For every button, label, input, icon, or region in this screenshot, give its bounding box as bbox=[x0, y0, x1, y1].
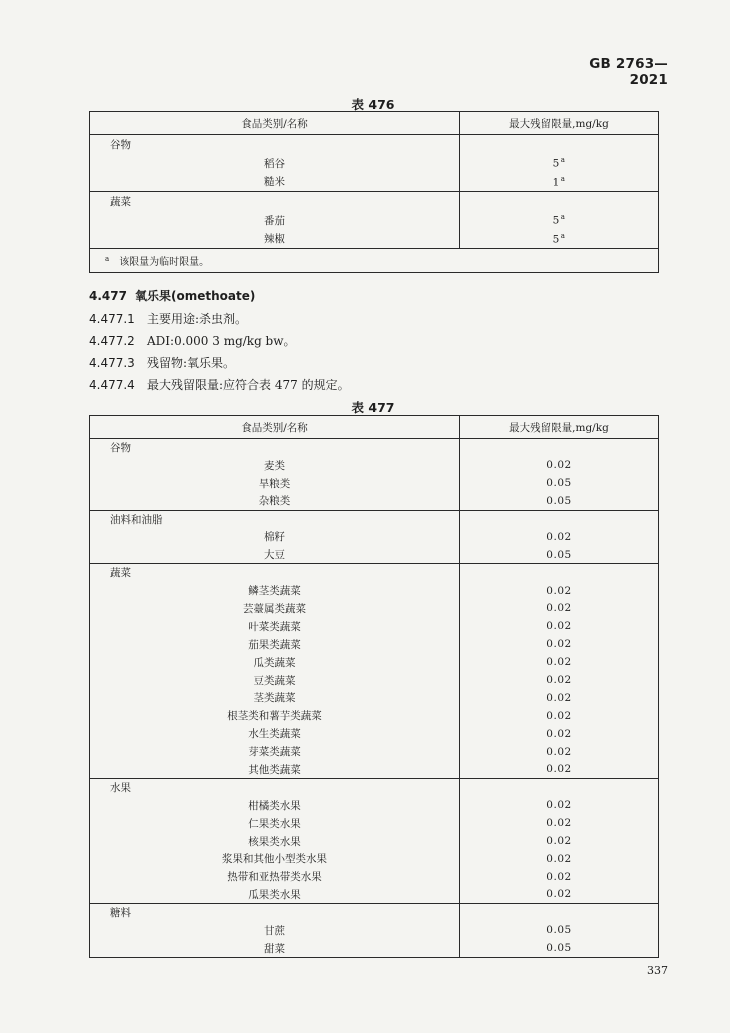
food-name: 茎类蔬菜 bbox=[90, 689, 460, 707]
mrl-value-cell bbox=[460, 689, 659, 707]
column-header-food-category: 食品类别/名称 bbox=[90, 112, 460, 135]
mrl-value-cell bbox=[460, 635, 659, 653]
mrl-value-cell bbox=[460, 832, 659, 850]
mrl-value: 0.02 bbox=[546, 674, 572, 687]
mrl-value: 0.02 bbox=[546, 638, 572, 651]
table-row bbox=[90, 725, 659, 743]
category-name: 水果 bbox=[90, 778, 460, 796]
table-row bbox=[90, 154, 659, 173]
footnote-marker: a bbox=[560, 175, 566, 183]
mrl-value: 0.05 bbox=[546, 942, 572, 955]
table-row bbox=[90, 707, 659, 725]
footnote-marker: a bbox=[105, 254, 110, 263]
column-header-food-category: 食品类别/名称 bbox=[90, 416, 460, 439]
mrl-value: 0.02 bbox=[546, 727, 572, 740]
table-477-title: 表 477 bbox=[351, 400, 395, 415]
mrl-value-cell bbox=[460, 528, 659, 546]
category-value-cell bbox=[460, 135, 659, 154]
mrl-value: 0.02 bbox=[546, 530, 572, 543]
category-value-cell bbox=[460, 510, 659, 528]
clause-text: 残留物:氧乐果。 bbox=[147, 356, 236, 370]
table-row bbox=[90, 886, 659, 904]
mrl-value-cell bbox=[460, 492, 659, 510]
mrl-value: 0.02 bbox=[546, 656, 572, 669]
food-name: 甘蔗 bbox=[90, 922, 460, 940]
food-name: 糙米 bbox=[90, 173, 460, 192]
food-name: 麦类 bbox=[90, 456, 460, 474]
table-row bbox=[90, 211, 659, 230]
clause-number: 4.477.3 bbox=[89, 356, 135, 370]
table-row bbox=[90, 868, 659, 886]
mrl-value: 0.05 bbox=[546, 477, 572, 490]
mrl-value-cell bbox=[460, 671, 659, 689]
section-heading-text: 氧乐果(omethoate) bbox=[135, 289, 256, 303]
category-name: 油料和油脂 bbox=[90, 510, 460, 528]
mrl-value: 0.02 bbox=[546, 852, 572, 865]
mrl-value: 5 bbox=[552, 157, 560, 170]
mrl-value: 0.02 bbox=[546, 888, 572, 901]
mrl-value-cell bbox=[460, 154, 659, 173]
mrl-value: 0.02 bbox=[546, 817, 572, 830]
mrl-value-cell bbox=[460, 814, 659, 832]
mrl-value-cell bbox=[460, 546, 659, 564]
category-value-cell bbox=[460, 439, 659, 457]
category-value-cell bbox=[460, 778, 659, 796]
category-name: 谷物 bbox=[90, 135, 460, 154]
mrl-value: 0.02 bbox=[546, 763, 572, 776]
mrl-value: 5 bbox=[552, 214, 560, 227]
category-row bbox=[90, 778, 659, 796]
food-name: 芽菜类蔬菜 bbox=[90, 743, 460, 761]
table-476-header-row bbox=[90, 112, 659, 135]
column-header-mrl: 最大残留限量,mg/kg bbox=[460, 416, 659, 439]
table-row bbox=[90, 474, 659, 492]
clause-text: ADI:0.000 3 mg/kg bw。 bbox=[147, 334, 296, 348]
mrl-value: 0.02 bbox=[546, 691, 572, 704]
table-476-title: 表 476 bbox=[351, 97, 395, 112]
mrl-value-cell bbox=[460, 617, 659, 635]
food-name: 稻谷 bbox=[90, 154, 460, 173]
category-value-cell bbox=[460, 904, 659, 922]
category-row bbox=[90, 564, 659, 582]
clause-text: 最大残留限量:应符合表 477 的规定。 bbox=[147, 378, 350, 392]
mrl-value-cell bbox=[460, 886, 659, 904]
category-row bbox=[90, 192, 659, 211]
mrl-value: 0.02 bbox=[546, 602, 572, 615]
clause bbox=[89, 376, 350, 393]
section-heading-number: 4.477 bbox=[89, 289, 127, 303]
mrl-value-cell bbox=[460, 922, 659, 940]
mrl-value: 0.02 bbox=[546, 745, 572, 758]
food-name: 叶菜类蔬菜 bbox=[90, 617, 460, 635]
table-row bbox=[90, 528, 659, 546]
category-row bbox=[90, 439, 659, 457]
food-name: 棉籽 bbox=[90, 528, 460, 546]
table-row bbox=[90, 761, 659, 779]
table-row bbox=[90, 617, 659, 635]
food-name: 大豆 bbox=[90, 546, 460, 564]
table-row bbox=[90, 582, 659, 600]
footnote-marker: a bbox=[560, 213, 566, 222]
table-row bbox=[90, 546, 659, 564]
food-name: 旱粮类 bbox=[90, 474, 460, 492]
clause-number: 4.477.2 bbox=[89, 334, 135, 348]
column-header-mrl: 最大残留限量,mg/kg bbox=[460, 112, 659, 135]
food-name: 柑橘类水果 bbox=[90, 796, 460, 814]
clause bbox=[89, 354, 235, 371]
food-name: 番茄 bbox=[90, 211, 460, 230]
mrl-value: 0.02 bbox=[546, 620, 572, 633]
food-name: 热带和亚热带类水果 bbox=[90, 868, 460, 886]
category-name: 谷物 bbox=[90, 439, 460, 457]
food-name: 鳞茎类蔬菜 bbox=[90, 582, 460, 600]
mrl-value: 0.02 bbox=[546, 799, 572, 812]
food-name: 豆类蔬菜 bbox=[90, 671, 460, 689]
category-value-cell bbox=[460, 564, 659, 582]
food-name: 水生类蔬菜 bbox=[90, 725, 460, 743]
table-row bbox=[90, 796, 659, 814]
mrl-value-cell bbox=[460, 761, 659, 779]
category-name: 蔬菜 bbox=[90, 192, 460, 211]
table-row bbox=[90, 492, 659, 510]
table-row bbox=[90, 230, 659, 249]
table-row bbox=[90, 922, 659, 940]
food-name: 根茎类和薯芋类蔬菜 bbox=[90, 707, 460, 725]
table-row bbox=[90, 173, 659, 192]
category-row bbox=[90, 135, 659, 154]
mrl-value-cell bbox=[460, 725, 659, 743]
table-477-header-row bbox=[90, 416, 659, 439]
table-row bbox=[90, 850, 659, 868]
mrl-value: 0.02 bbox=[546, 870, 572, 883]
mrl-value-cell bbox=[460, 456, 659, 474]
table-row bbox=[90, 814, 659, 832]
footnote bbox=[90, 249, 659, 273]
food-name: 芸薹属类蔬菜 bbox=[90, 600, 460, 618]
standard-number: GB 2763—2021 bbox=[589, 56, 668, 88]
mrl-value: 0.02 bbox=[546, 459, 572, 472]
table-row bbox=[90, 743, 659, 761]
mrl-value-cell bbox=[460, 582, 659, 600]
clause-text: 主要用途:杀虫剂。 bbox=[147, 312, 248, 326]
mrl-value: 0.05 bbox=[546, 548, 572, 561]
footnote-text: 该限量为临时限量。 bbox=[119, 257, 210, 268]
mrl-value: 0.05 bbox=[546, 924, 572, 937]
food-name: 浆果和其他小型类水果 bbox=[90, 850, 460, 868]
mrl-value-cell bbox=[460, 173, 659, 192]
food-name: 瓜果类水果 bbox=[90, 886, 460, 904]
table-row bbox=[90, 689, 659, 707]
mrl-value: 0.05 bbox=[546, 494, 572, 507]
mrl-value: 0.02 bbox=[546, 835, 572, 848]
mrl-value: 1 bbox=[552, 176, 560, 189]
section-heading bbox=[89, 287, 255, 304]
mrl-value: 5 bbox=[552, 233, 560, 246]
food-name: 其他类蔬菜 bbox=[90, 761, 460, 779]
food-name: 茄果类蔬菜 bbox=[90, 635, 460, 653]
mrl-value-cell bbox=[460, 868, 659, 886]
footnote-marker: a bbox=[560, 232, 566, 240]
table-476 bbox=[89, 111, 659, 273]
food-name: 仁果类水果 bbox=[90, 814, 460, 832]
mrl-value-cell bbox=[460, 707, 659, 725]
mrl-value-cell bbox=[460, 743, 659, 761]
table-row bbox=[90, 671, 659, 689]
mrl-value-cell bbox=[460, 939, 659, 957]
mrl-value-cell bbox=[460, 230, 659, 249]
mrl-value: 0.02 bbox=[546, 709, 572, 722]
mrl-value-cell bbox=[460, 474, 659, 492]
footnote-marker: a bbox=[560, 156, 566, 165]
clause-number: 4.477.4 bbox=[89, 378, 135, 392]
mrl-value-cell bbox=[460, 600, 659, 618]
table-row bbox=[90, 456, 659, 474]
mrl-value-cell bbox=[460, 796, 659, 814]
category-row bbox=[90, 510, 659, 528]
table-row bbox=[90, 653, 659, 671]
footnote-row bbox=[90, 249, 659, 273]
category-name: 蔬菜 bbox=[90, 564, 460, 582]
mrl-value: 0.02 bbox=[546, 584, 572, 597]
clause bbox=[89, 332, 296, 349]
food-name: 核果类水果 bbox=[90, 832, 460, 850]
table-row bbox=[90, 600, 659, 618]
food-name: 杂粮类 bbox=[90, 492, 460, 510]
table-477 bbox=[89, 415, 659, 958]
food-name: 甜菜 bbox=[90, 939, 460, 957]
mrl-value-cell bbox=[460, 211, 659, 230]
clause bbox=[89, 310, 247, 327]
category-name: 糖料 bbox=[90, 904, 460, 922]
page-number: 337 bbox=[647, 964, 668, 977]
category-row bbox=[90, 904, 659, 922]
mrl-value-cell bbox=[460, 653, 659, 671]
table-row bbox=[90, 635, 659, 653]
clause-number: 4.477.1 bbox=[89, 312, 135, 326]
table-row bbox=[90, 939, 659, 957]
mrl-value-cell bbox=[460, 850, 659, 868]
table-row bbox=[90, 832, 659, 850]
category-value-cell bbox=[460, 192, 659, 211]
food-name: 辣椒 bbox=[90, 230, 460, 249]
food-name: 瓜类蔬菜 bbox=[90, 653, 460, 671]
